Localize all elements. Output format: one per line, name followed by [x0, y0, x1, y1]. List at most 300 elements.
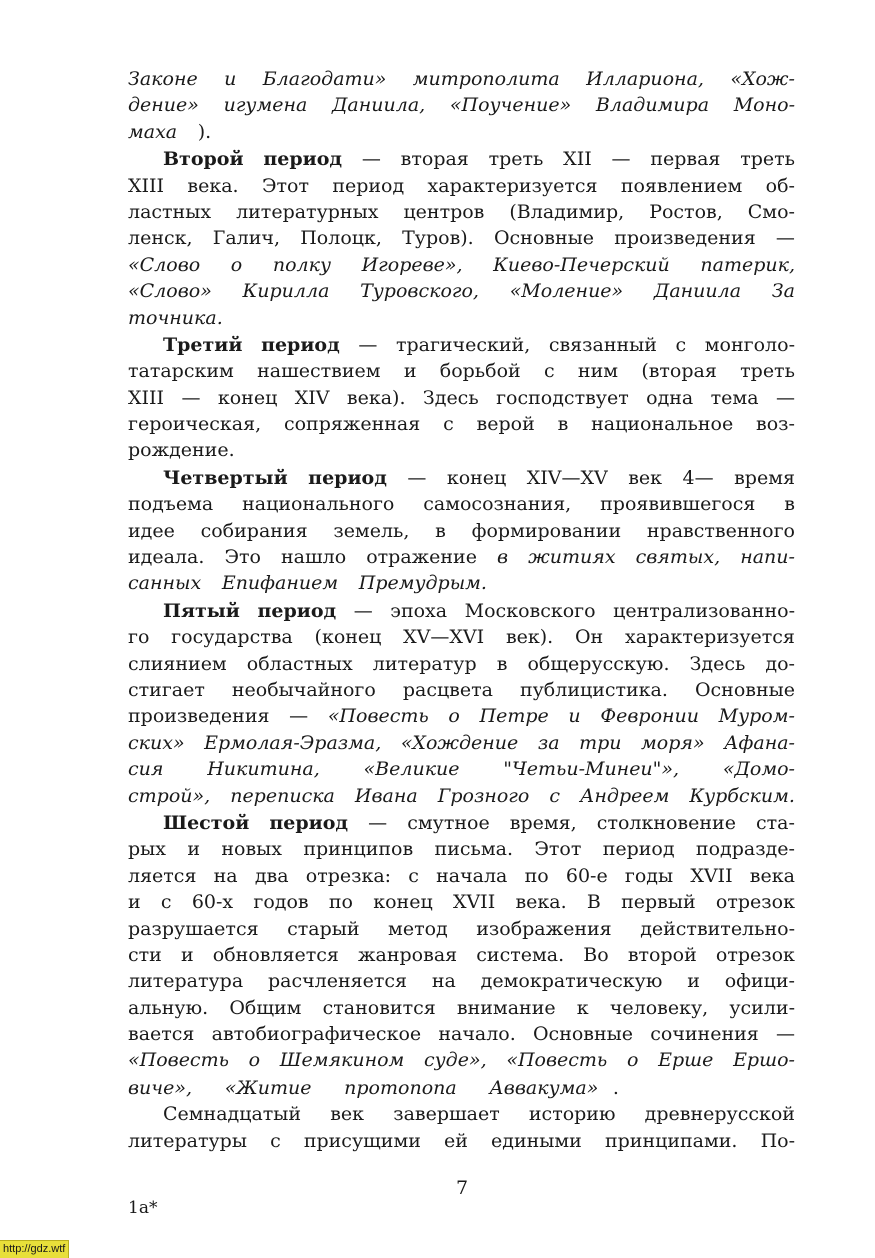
word: век: [628, 466, 663, 489]
word: ).: [185, 120, 212, 143]
word: и: [687, 970, 700, 993]
word: нравственного: [646, 519, 795, 542]
word: одна: [646, 386, 694, 409]
word: Ростов,: [649, 200, 723, 223]
word: «Домо-: [722, 758, 795, 781]
word: «Моление»: [509, 280, 624, 303]
text-line: [128, 942, 795, 968]
word: Основные: [694, 678, 795, 701]
text-line: [128, 518, 795, 544]
word: Полоцк,: [300, 227, 382, 250]
word: идеала.: [128, 546, 205, 569]
word: Здесь: [422, 386, 479, 409]
text-line: [128, 916, 795, 942]
word: Даниила: [653, 280, 742, 303]
word: маха: [128, 120, 178, 143]
word: и: [128, 891, 141, 914]
word: переписка: [230, 784, 335, 807]
word: самосознания,: [423, 493, 572, 516]
word: «Слово: [128, 253, 201, 276]
word: Муром-: [718, 705, 795, 728]
word: в: [496, 652, 508, 675]
word: подразде-: [695, 838, 795, 861]
word: разрушается: [128, 917, 259, 940]
word: в: [497, 546, 509, 569]
word: принципов: [303, 838, 414, 861]
text-line: [128, 783, 795, 809]
word: действительно-: [640, 917, 795, 940]
word: слиянием: [128, 652, 227, 675]
word: Февронии: [600, 705, 699, 728]
word: о: [230, 253, 243, 276]
word: государства: [171, 626, 293, 649]
word: "Четьи-Минеи"»,: [503, 758, 680, 781]
word: нашло: [281, 546, 347, 569]
word: Афана-: [724, 731, 795, 754]
word: до-: [765, 652, 795, 675]
word: (Владимир,: [509, 200, 625, 223]
word: ластных: [128, 200, 212, 223]
word: Шемякином: [279, 1049, 405, 1072]
word: По-: [760, 1129, 795, 1152]
word: Кирилла: [242, 280, 330, 303]
word: 4—: [682, 466, 714, 489]
word: принципами.: [604, 1129, 738, 1152]
text-line: [128, 730, 795, 756]
text-line: [128, 570, 795, 596]
word: годы: [624, 864, 674, 887]
word: полку: [272, 253, 331, 276]
word: «Поучение»: [449, 94, 572, 117]
word: воз-: [756, 413, 795, 436]
word: и: [568, 705, 581, 728]
word: время: [734, 466, 795, 489]
word: (конец: [314, 626, 382, 649]
word: земель,: [333, 519, 410, 542]
word: вается: [128, 1023, 195, 1046]
word: Законе: [128, 68, 198, 90]
word: тема: [710, 386, 759, 409]
word: Ивана: [354, 784, 418, 807]
word: Этот: [534, 838, 582, 861]
text-line: [128, 437, 795, 463]
text-line: [128, 836, 795, 862]
word: отрезка:: [305, 864, 392, 887]
word: расчленяется: [267, 970, 408, 993]
word: система.: [476, 943, 565, 966]
word: —: [775, 386, 795, 409]
text-line: [128, 1047, 795, 1073]
word: Никитина,: [207, 758, 320, 781]
word: Московского: [464, 599, 596, 622]
word: идее: [128, 519, 175, 542]
word: литератур: [372, 652, 477, 675]
word: Семнадцатый: [163, 1103, 302, 1126]
word: трагический,: [395, 333, 531, 356]
text-line: [128, 756, 795, 782]
word: XIII: [128, 174, 165, 197]
text-line: [128, 889, 795, 915]
page-number: 7: [455, 1177, 469, 1199]
word: Игореве»,: [361, 253, 463, 276]
word: начала: [436, 864, 508, 887]
word: областных: [246, 652, 353, 675]
word: —: [361, 148, 381, 171]
word: Ерше: [658, 1049, 714, 1072]
word: с: [160, 891, 172, 914]
watermark-link[interactable]: http://gdz.wtf: [0, 1240, 69, 1258]
word: века: [749, 864, 795, 887]
word: к: [576, 996, 589, 1019]
word: —: [358, 333, 378, 356]
word: старый: [287, 917, 360, 940]
text-body: [128, 66, 795, 1154]
period-heading-word: Шестой: [163, 811, 250, 834]
word: Моно-: [733, 94, 795, 117]
word: XIV—XV: [526, 466, 608, 489]
text-line: [128, 995, 795, 1021]
word: изображения: [476, 917, 612, 940]
text-line: [128, 863, 795, 889]
period-heading-word: период: [263, 148, 343, 171]
word: по: [524, 864, 549, 887]
word: подъема: [128, 493, 214, 516]
word: —: [775, 1023, 795, 1046]
word: по: [328, 891, 353, 914]
word: об-: [765, 174, 795, 197]
word: треть: [488, 148, 544, 171]
word: Петре: [479, 705, 549, 728]
text-line: [128, 252, 795, 278]
period-heading-word: период: [257, 599, 337, 622]
word: ним: [577, 360, 619, 383]
word: героическая,: [128, 413, 262, 436]
word: с: [443, 413, 454, 436]
word: автобиографическое: [211, 1023, 422, 1046]
word: века).: [346, 386, 406, 409]
word: За: [771, 280, 795, 303]
word: сия: [128, 758, 164, 781]
word: ских»: [128, 731, 185, 754]
period-heading-word: Третий: [163, 333, 243, 356]
text-line: [128, 199, 795, 225]
text-line: [128, 225, 795, 251]
word: отрезок: [715, 943, 795, 966]
word: три: [579, 731, 622, 754]
word: столкновение: [596, 811, 736, 834]
text-line: [128, 1075, 795, 1101]
word: господствует: [496, 386, 629, 409]
word: житиях: [528, 546, 616, 569]
word: формировании: [471, 519, 622, 542]
word: святых,: [635, 546, 721, 569]
word: рождение.: [128, 439, 235, 462]
word: централизованно-: [613, 599, 795, 622]
text-line: [128, 651, 795, 677]
word: Это: [224, 546, 261, 569]
word: Грозного: [437, 784, 530, 807]
text-line: [128, 598, 795, 624]
word: появлением: [620, 174, 743, 197]
text-line: [128, 491, 795, 517]
text-line: [128, 92, 795, 118]
word: собирания: [200, 519, 308, 542]
word: Здесь: [689, 652, 746, 675]
word: публицистика.: [519, 678, 668, 701]
word: литература: [128, 970, 244, 993]
word: дение»: [128, 94, 199, 117]
word: с: [270, 1129, 281, 1152]
word: Курбским.: [689, 784, 795, 807]
word: с: [543, 360, 555, 383]
word: Туровского,: [360, 280, 479, 303]
word: верой: [476, 413, 535, 436]
text-line: [128, 66, 795, 92]
word: го: [128, 626, 150, 649]
word: Во: [583, 943, 609, 966]
word: Основные: [532, 1023, 634, 1046]
word: за: [537, 731, 560, 754]
word: человеку,: [609, 996, 709, 1019]
word: общерусскую.: [527, 652, 670, 675]
word: начало.: [438, 1023, 516, 1046]
word: о: [248, 1049, 261, 1072]
text-line: [128, 1021, 795, 1047]
text-line: [128, 305, 795, 331]
word: два: [254, 864, 289, 887]
word: —: [407, 466, 427, 489]
word: первый: [621, 891, 696, 914]
text-line: [128, 1101, 795, 1127]
word: с: [408, 864, 419, 887]
word: письма.: [434, 838, 513, 861]
word: ей: [444, 1129, 468, 1152]
word: литературы: [128, 1129, 247, 1152]
word: первая: [650, 148, 721, 171]
word: патерик,: [700, 253, 795, 276]
word: Андреем: [580, 784, 670, 807]
word: Епифанием: [209, 572, 339, 595]
word: Благодати»: [262, 68, 387, 90]
word: Туров).: [402, 227, 474, 250]
word: —: [611, 148, 631, 171]
word: становится: [322, 996, 436, 1019]
period-heading-word: Второй: [163, 148, 244, 171]
word: «Слово»: [128, 280, 212, 303]
word: татарским: [128, 360, 234, 383]
text-line: [128, 810, 795, 836]
word: рых: [128, 838, 166, 861]
text-line: [128, 465, 795, 491]
word: конец: [217, 386, 278, 409]
word: обновляется: [212, 943, 339, 966]
word: XIII: [128, 386, 165, 409]
word: в: [557, 413, 569, 436]
word: «Повесть: [506, 1049, 608, 1072]
text-line: [128, 173, 795, 199]
period-heading-word: Четвертый: [163, 466, 288, 489]
text-line: [128, 358, 795, 384]
word: XV—XVI: [403, 626, 485, 649]
word: «Житие: [200, 1076, 312, 1099]
text-line: [128, 146, 795, 172]
word: в: [435, 519, 446, 542]
word: —: [181, 386, 201, 409]
text-line: [128, 332, 795, 358]
text-line: [128, 385, 795, 411]
word: Премудрым.: [346, 572, 487, 595]
word: расцвета: [402, 678, 493, 701]
word: —: [775, 227, 795, 250]
word: с: [549, 784, 560, 807]
word: смутное: [407, 811, 490, 834]
word: конец: [373, 891, 433, 914]
word: Этот: [261, 174, 309, 197]
word: монголо-: [704, 333, 795, 356]
word: моря»: [641, 731, 705, 754]
word: произведения: [128, 705, 270, 728]
word: XVII: [452, 891, 496, 914]
text-line: [128, 544, 795, 570]
word: века.: [515, 891, 567, 914]
text-line: [128, 677, 795, 703]
word: напи-: [740, 546, 795, 569]
word: века.: [187, 174, 239, 197]
word: характеризуется: [625, 626, 795, 649]
word: завершает: [393, 1103, 500, 1126]
word: национальное: [591, 413, 734, 436]
word: сочинения: [650, 1023, 759, 1046]
word: отражение: [366, 546, 477, 569]
word: древнерусской: [644, 1103, 795, 1126]
word: (вторая: [641, 360, 717, 383]
word: игумена: [223, 94, 308, 117]
word: сопряженная: [283, 413, 421, 436]
word: центров: [403, 200, 485, 223]
word: период: [332, 174, 405, 197]
word: Ершо-: [733, 1049, 795, 1072]
word: едиными: [491, 1129, 582, 1152]
word: произведения: [614, 227, 756, 250]
word: ляется: [128, 864, 197, 887]
word: характеризуется: [427, 174, 598, 197]
word: Аввакума»: [465, 1076, 599, 1099]
word: годов: [253, 891, 309, 914]
word: —: [353, 599, 373, 622]
word: на: [431, 970, 456, 993]
word: период: [602, 838, 675, 861]
word: Смо-: [747, 200, 795, 223]
word: необычайного: [231, 678, 376, 701]
word: треть: [740, 148, 795, 171]
word: в: [784, 493, 795, 516]
period-heading-word: Пятый: [163, 599, 240, 622]
word: XIV: [294, 386, 330, 409]
word: XVII: [690, 864, 733, 887]
word: на: [213, 864, 238, 887]
word: метод: [388, 917, 448, 940]
word: борьбой: [439, 360, 521, 383]
word: жанровая: [358, 943, 458, 966]
word: второй: [627, 943, 697, 966]
text-line: [128, 1128, 795, 1154]
text-line: [128, 703, 795, 729]
word: Ермолая-Эразма,: [204, 731, 382, 754]
word: «Хож-: [730, 68, 795, 90]
word: —: [368, 811, 388, 834]
word: Даниила,: [331, 94, 426, 117]
text-line: [128, 968, 795, 994]
text-line: [128, 119, 795, 145]
word: присущими: [303, 1129, 421, 1152]
word: связанный: [548, 333, 657, 356]
word: историю: [528, 1103, 616, 1126]
word: 60-е: [565, 864, 608, 887]
word: литературных: [236, 200, 379, 223]
word: вторая: [400, 148, 469, 171]
word: треть: [740, 360, 795, 383]
word: и: [224, 68, 237, 90]
word: Общим: [229, 996, 302, 1019]
word: виче»,: [128, 1076, 193, 1099]
word: офици-: [724, 970, 795, 993]
word: конец: [446, 466, 507, 489]
text-line: [128, 278, 795, 304]
word: 60-х: [191, 891, 234, 914]
word: новых: [221, 838, 282, 861]
word: и: [187, 838, 201, 861]
word: протопопа: [320, 1076, 457, 1099]
word: о: [448, 705, 460, 728]
word: XII: [563, 148, 592, 171]
period-heading-word: период: [269, 811, 349, 834]
word: точника.: [128, 306, 223, 329]
word: Иллариона,: [586, 68, 704, 90]
word: и: [403, 360, 417, 383]
word: «Повесть: [128, 1049, 229, 1072]
word: эпоха: [390, 599, 448, 622]
word: демократическую: [480, 970, 663, 993]
word: «Хождение: [400, 731, 519, 754]
word: Он: [574, 626, 604, 649]
word: В: [586, 891, 601, 914]
word: ста-: [756, 811, 795, 834]
word: альную.: [128, 996, 209, 1019]
word: —: [289, 705, 309, 728]
printer-signature-mark: 1a*: [128, 1198, 158, 1218]
word: век).: [505, 626, 554, 649]
word: отрезок: [715, 891, 795, 914]
text-line: [128, 624, 795, 650]
word: санных: [128, 572, 202, 595]
text-line: [128, 411, 795, 437]
period-heading-word: период: [261, 333, 340, 356]
word: «Повесть: [327, 705, 429, 728]
word: проявившегося: [600, 493, 756, 516]
word: суде»,: [424, 1049, 487, 1072]
word: век: [330, 1103, 365, 1126]
word: с: [675, 333, 687, 356]
word: время,: [509, 811, 577, 834]
word: стигает: [128, 678, 205, 701]
word: Галич,: [212, 227, 281, 250]
word: митрополита: [412, 68, 560, 90]
period-heading-word: период: [308, 466, 387, 489]
word: внимание: [456, 996, 556, 1019]
word: строй»,: [128, 784, 211, 807]
word: нашествием: [257, 360, 381, 383]
word: национального: [242, 493, 395, 516]
